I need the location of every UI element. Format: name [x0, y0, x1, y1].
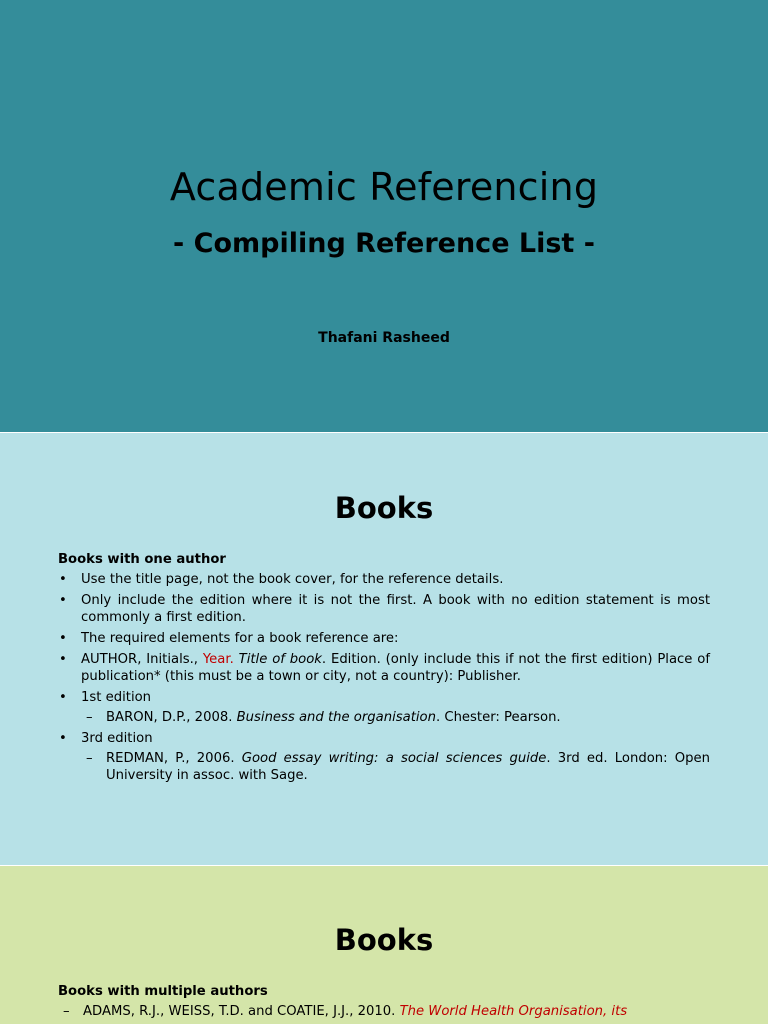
reference-format-title: Title of book — [238, 652, 322, 667]
example-author: BARON, D.P., 2008. — [106, 710, 237, 725]
sub-item — [81, 750, 710, 784]
dash-icon: – — [86, 710, 93, 725]
bullet-item — [58, 689, 710, 726]
slide-content — [58, 551, 710, 788]
bullet-icon: • — [59, 690, 67, 705]
reference-format-year: Year. — [202, 652, 234, 667]
sub-item — [58, 1003, 710, 1020]
reference-format-rest: . Edition. (only include this if not the first edition) Place of publication* (this must be a town or city, not a country): Publisher. — [81, 652, 710, 684]
presentation-subtitle: - Compiling Reference List - — [173, 228, 595, 259]
sub-item — [81, 709, 710, 726]
bullet-text: 3rd edition — [81, 731, 153, 746]
slide-heading: Books — [334, 491, 434, 525]
bullet-text: Only include the edition where it is not the first. A book with no edition statement is most commonly a first edition. — [81, 593, 710, 625]
bullet-text: 1st edition — [81, 690, 152, 705]
bullet-item — [58, 571, 710, 588]
bullet-text — [81, 652, 710, 684]
bullet-icon: • — [59, 731, 67, 746]
example-reference — [83, 1004, 627, 1019]
example-title: Good essay writing: a social sciences guide — [241, 751, 547, 766]
presentation-author: Thafani Rasheed — [318, 330, 450, 346]
slide-content — [58, 983, 710, 1024]
books-one-author-slide — [0, 433, 768, 865]
bullet-text: The required elements for a book reference are: — [81, 631, 399, 646]
bullet-item — [58, 730, 710, 784]
dash-icon: – — [86, 751, 93, 766]
example-reference — [106, 710, 561, 725]
example-author: ADAMS, R.J., WEISS, T.D. and COATIE, J.J., 2010. — [83, 1004, 400, 1019]
example-rest: . Chester: Pearson. — [435, 710, 561, 725]
sub-list — [58, 1003, 710, 1020]
bullet-item — [58, 651, 710, 685]
bullet-item — [58, 592, 710, 626]
sub-list — [81, 709, 710, 726]
example-title: Business and the organisation — [236, 710, 436, 725]
books-multiple-authors-slide — [0, 866, 768, 1024]
example-author: REDMAN, P., 2006. — [106, 751, 242, 766]
bullet-item — [58, 630, 710, 647]
bullet-icon: • — [59, 593, 67, 608]
slide-heading: Books — [334, 923, 434, 957]
bullet-list — [58, 571, 710, 784]
presentation-title: Academic Referencing — [169, 165, 599, 209]
reference-format-author: AUTHOR, Initials., — [81, 652, 203, 667]
example-rest: . 3rd ed. London: Open University in assoc. with Sage. — [106, 751, 711, 783]
bullet-icon: • — [59, 572, 67, 587]
example-reference — [106, 751, 710, 783]
title-slide — [0, 0, 768, 432]
sub-list — [81, 750, 710, 784]
dash-icon: – — [63, 1004, 70, 1019]
section-label: Books with multiple authors — [58, 984, 268, 999]
section-label: Books with one author — [58, 552, 226, 567]
bullet-icon: • — [59, 631, 67, 646]
bullet-icon: • — [59, 652, 67, 667]
example-title: The World Health Organisation, its — [399, 1004, 628, 1019]
bullet-text: Use the title page, not the book cover, for the reference details. — [81, 572, 504, 587]
